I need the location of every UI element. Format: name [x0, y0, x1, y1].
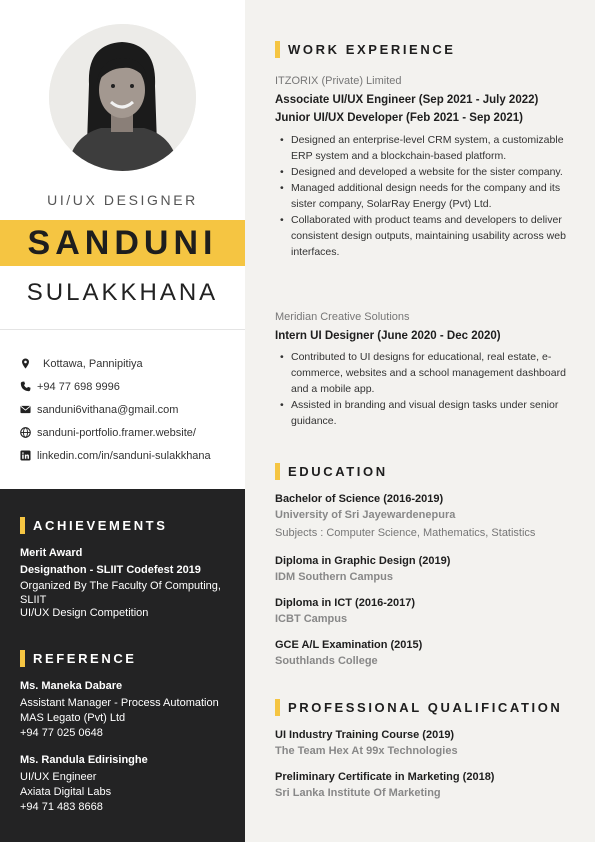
heading-accent-bar	[275, 463, 280, 480]
job-1-company: ITZORIX (Private) Limited	[275, 75, 402, 87]
education-2-school: IDM Southern Campus	[275, 571, 393, 583]
contact-website[interactable]	[20, 421, 211, 444]
heading-accent-bar	[275, 699, 280, 716]
reference-1-name: Ms. Maneka Dabare	[20, 680, 123, 692]
reference-1-title: Assistant Manager - Process Automation	[20, 697, 219, 709]
qualification-section	[275, 699, 575, 716]
reference-2-org: Axiata Digital Labs	[20, 786, 112, 798]
contact-list	[20, 352, 211, 467]
contact-location-text: Kottawa, Pannipitiya	[43, 357, 143, 370]
left-column	[0, 0, 245, 842]
education-item-4	[275, 639, 575, 667]
job-1-bullets	[275, 132, 575, 260]
job-2	[275, 311, 575, 429]
education-item-2	[275, 555, 575, 583]
divider	[0, 329, 245, 330]
reference-heading	[20, 650, 137, 667]
qualification-item-1	[275, 729, 575, 757]
reference-1-org: MAS Legato (Pvt) Ltd	[20, 712, 126, 724]
list-item: • Assisted in branding and visual design tasks under senior guidance.	[275, 397, 575, 429]
job-2-bullets	[275, 349, 575, 429]
contact-location	[20, 352, 211, 375]
education-4-school: Southlands College	[275, 655, 378, 667]
contact-linkedin-text: linkedin.com/in/sanduni-sulakkhana	[37, 449, 211, 462]
list-item: • Contributed to UI designs for educational, real estate, e-commerce, websites and a school management dashboard and a mobile app.	[275, 349, 575, 397]
phone-icon	[20, 381, 31, 392]
heading-accent-bar	[20, 650, 25, 667]
achievement-event: Designathon - SLIIT Codefest 2019	[20, 564, 201, 576]
qualification-2-provider: Sri Lanka Institute Of Marketing	[275, 787, 441, 799]
education-1-note: Subjects : Computer Science, Mathematics, Statistics	[275, 527, 536, 539]
qualification-item-2	[275, 771, 575, 799]
qualification-2-course: Preliminary Certificate in Marketing (2018)	[275, 771, 495, 783]
work-experience-section	[275, 41, 575, 58]
contact-website-text: sanduni-portfolio.framer.website/	[37, 426, 196, 439]
education-heading	[275, 463, 575, 480]
qualification-1-provider: The Team Hex At 99x Technologies	[275, 745, 458, 757]
first-name: SANDUNI	[0, 220, 245, 266]
work-experience-heading-text: WORK EXPERIENCE	[288, 42, 456, 57]
last-name: SULAKKHANA	[26, 279, 219, 306]
education-heading-text: EDUCATION	[288, 464, 388, 479]
education-item-3	[275, 597, 575, 625]
heading-accent-bar	[275, 41, 280, 58]
linkedin-icon	[20, 450, 31, 461]
list-item: • Collaborated with product teams and developers to deliver consistent design outputs, maintaining usability across web interfaces.	[275, 212, 575, 260]
job-1	[275, 75, 575, 260]
job-1-title-2: Junior UI/UX Developer (Feb 2021 - Sep 2021)	[275, 112, 523, 124]
list-item: • Managed additional design needs for the company and its sister company, SolarRay Energy (Pvt) Ltd.	[275, 180, 575, 212]
qualification-heading-text: PROFESSIONAL QUALIFICATION	[288, 700, 563, 715]
reference-2-title: UI/UX Engineer	[20, 771, 97, 783]
reference-2-name: Ms. Randula Edirisinghe	[20, 754, 148, 766]
qualification-1-course: UI Industry Training Course (2019)	[275, 729, 455, 741]
list-item: • Designed an enterprise-level CRM system, a customizable ERP system and a blockchain-based platform.	[275, 132, 575, 164]
achievement-competition: UI/UX Design Competition	[20, 607, 149, 619]
achievement-award: Merit Award	[20, 547, 83, 559]
job-2-company: Meridian Creative Solutions	[275, 311, 410, 323]
education-1-school: University of Sri Jayewardenepura	[275, 509, 456, 521]
achievements-heading	[20, 517, 168, 534]
achievements-heading-text: ACHIEVEMENTS	[33, 518, 168, 533]
reference-1-phone: +94 77 025 0648	[20, 727, 103, 739]
contact-email[interactable]	[20, 398, 211, 421]
contact-phone[interactable]	[20, 375, 211, 398]
education-item-1	[275, 493, 575, 539]
contact-linkedin[interactable]	[20, 444, 211, 467]
job-role: UI/UX DESIGNER	[47, 192, 198, 208]
education-3-school: ICBT Campus	[275, 613, 348, 625]
achievement-organizer: Organized By The Faculty Of Computing, SLIIT	[20, 580, 221, 606]
education-section	[275, 463, 575, 480]
education-4-degree: GCE A/L Examination (2015)	[275, 639, 423, 651]
profile-photo	[49, 24, 196, 171]
heading-accent-bar	[20, 517, 25, 534]
education-3-degree: Diploma in ICT (2016-2017)	[275, 597, 415, 609]
reference-heading-text: REFERENCE	[33, 651, 137, 666]
qualification-heading	[275, 699, 575, 716]
work-experience-heading	[275, 41, 575, 58]
reference-2-phone: +94 71 483 8668	[20, 801, 103, 813]
job-2-title-1: Intern UI Designer (June 2020 - Dec 2020)	[275, 330, 501, 342]
dark-panel	[0, 489, 245, 842]
list-item: • Designed and developed a website for the sister company.	[275, 164, 575, 180]
job-1-title-1: Associate UI/UX Engineer (Sep 2021 - July 2022)	[275, 94, 539, 106]
education-2-degree: Diploma in Graphic Design (2019)	[275, 555, 451, 567]
globe-icon	[20, 427, 31, 438]
contact-phone-text: +94 77 698 9996	[37, 380, 120, 393]
location-pin-icon	[20, 358, 31, 369]
email-icon	[20, 404, 31, 415]
contact-email-text: sanduni6vithana@gmail.com	[37, 403, 179, 416]
education-1-degree: Bachelor of Science (2016-2019)	[275, 493, 444, 505]
